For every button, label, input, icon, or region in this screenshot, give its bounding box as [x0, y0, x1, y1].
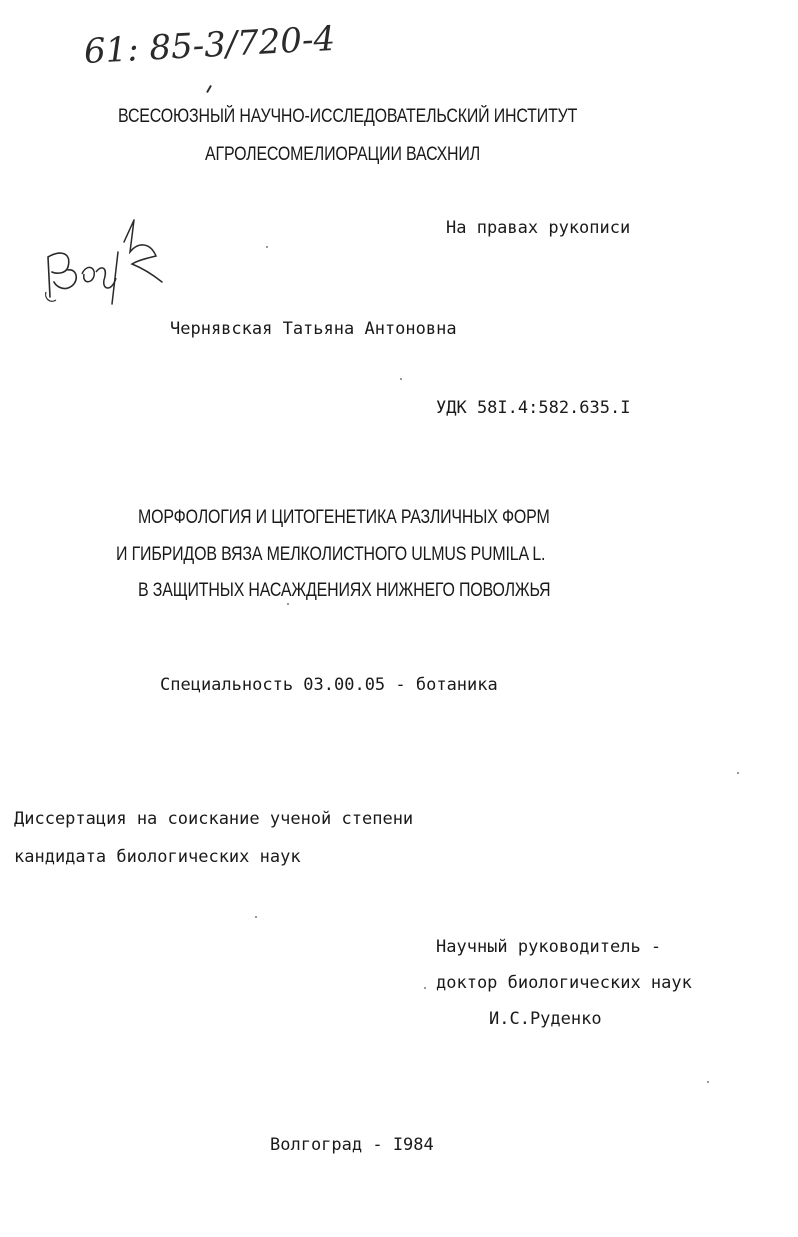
title-line-2: И ГИБРИДОВ ВЯЗА МЕЛКОЛИСТНОГО ULMUS PUMILA L. — [116, 544, 546, 565]
degree-line-2: кандидата биологических наук — [14, 847, 301, 867]
rights-note: На правах рукописи — [446, 218, 631, 238]
specialty: Специальность 03.00.05 - ботаника — [160, 675, 498, 695]
scan-speck — [707, 1081, 709, 1083]
scan-speck — [287, 603, 289, 605]
title-line-3: В ЗАЩИТНЫХ НАСАЖДЕНИЯХ НИЖНЕГО ПОВОЛЖЬЯ — [138, 580, 551, 601]
supervisor-degree: доктор биологических наук — [436, 973, 692, 993]
degree-line-1: Диссертация на соискание ученой степени — [14, 809, 414, 829]
scan-speck — [255, 916, 257, 918]
scan-speck — [424, 987, 426, 989]
title-line-1: МОРФОЛОГИЯ И ЦИТОГЕНЕТИКА РАЗЛИЧНЫХ ФОРМ — [138, 507, 550, 528]
institute-line-2: АГРОЛЕСОМЕЛИОРАЦИИ ВАСХНИЛ — [205, 144, 481, 165]
author-name: Чернявская Татьяна Антоновна — [170, 319, 457, 339]
supervisor-role: Научный руководитель - — [436, 937, 662, 957]
archive-mark: 61: 85-3/720-4 — [82, 18, 337, 72]
archive-mark-underline — [206, 85, 212, 93]
scan-speck — [266, 246, 268, 248]
signature — [38, 212, 168, 312]
supervisor-name: И.С.Руденко — [489, 1009, 602, 1029]
scan-speck — [400, 378, 402, 380]
place-year: Волгоград - I984 — [270, 1135, 434, 1155]
institute-line-1: ВСЕСОЮЗНЫЙ НАУЧНО-ИССЛЕДОВАТЕЛЬСКИЙ ИНСТИТУТ — [118, 106, 578, 127]
udc-code: УДК 58I.4:582.635.I — [436, 398, 631, 418]
scan-speck — [737, 772, 739, 774]
